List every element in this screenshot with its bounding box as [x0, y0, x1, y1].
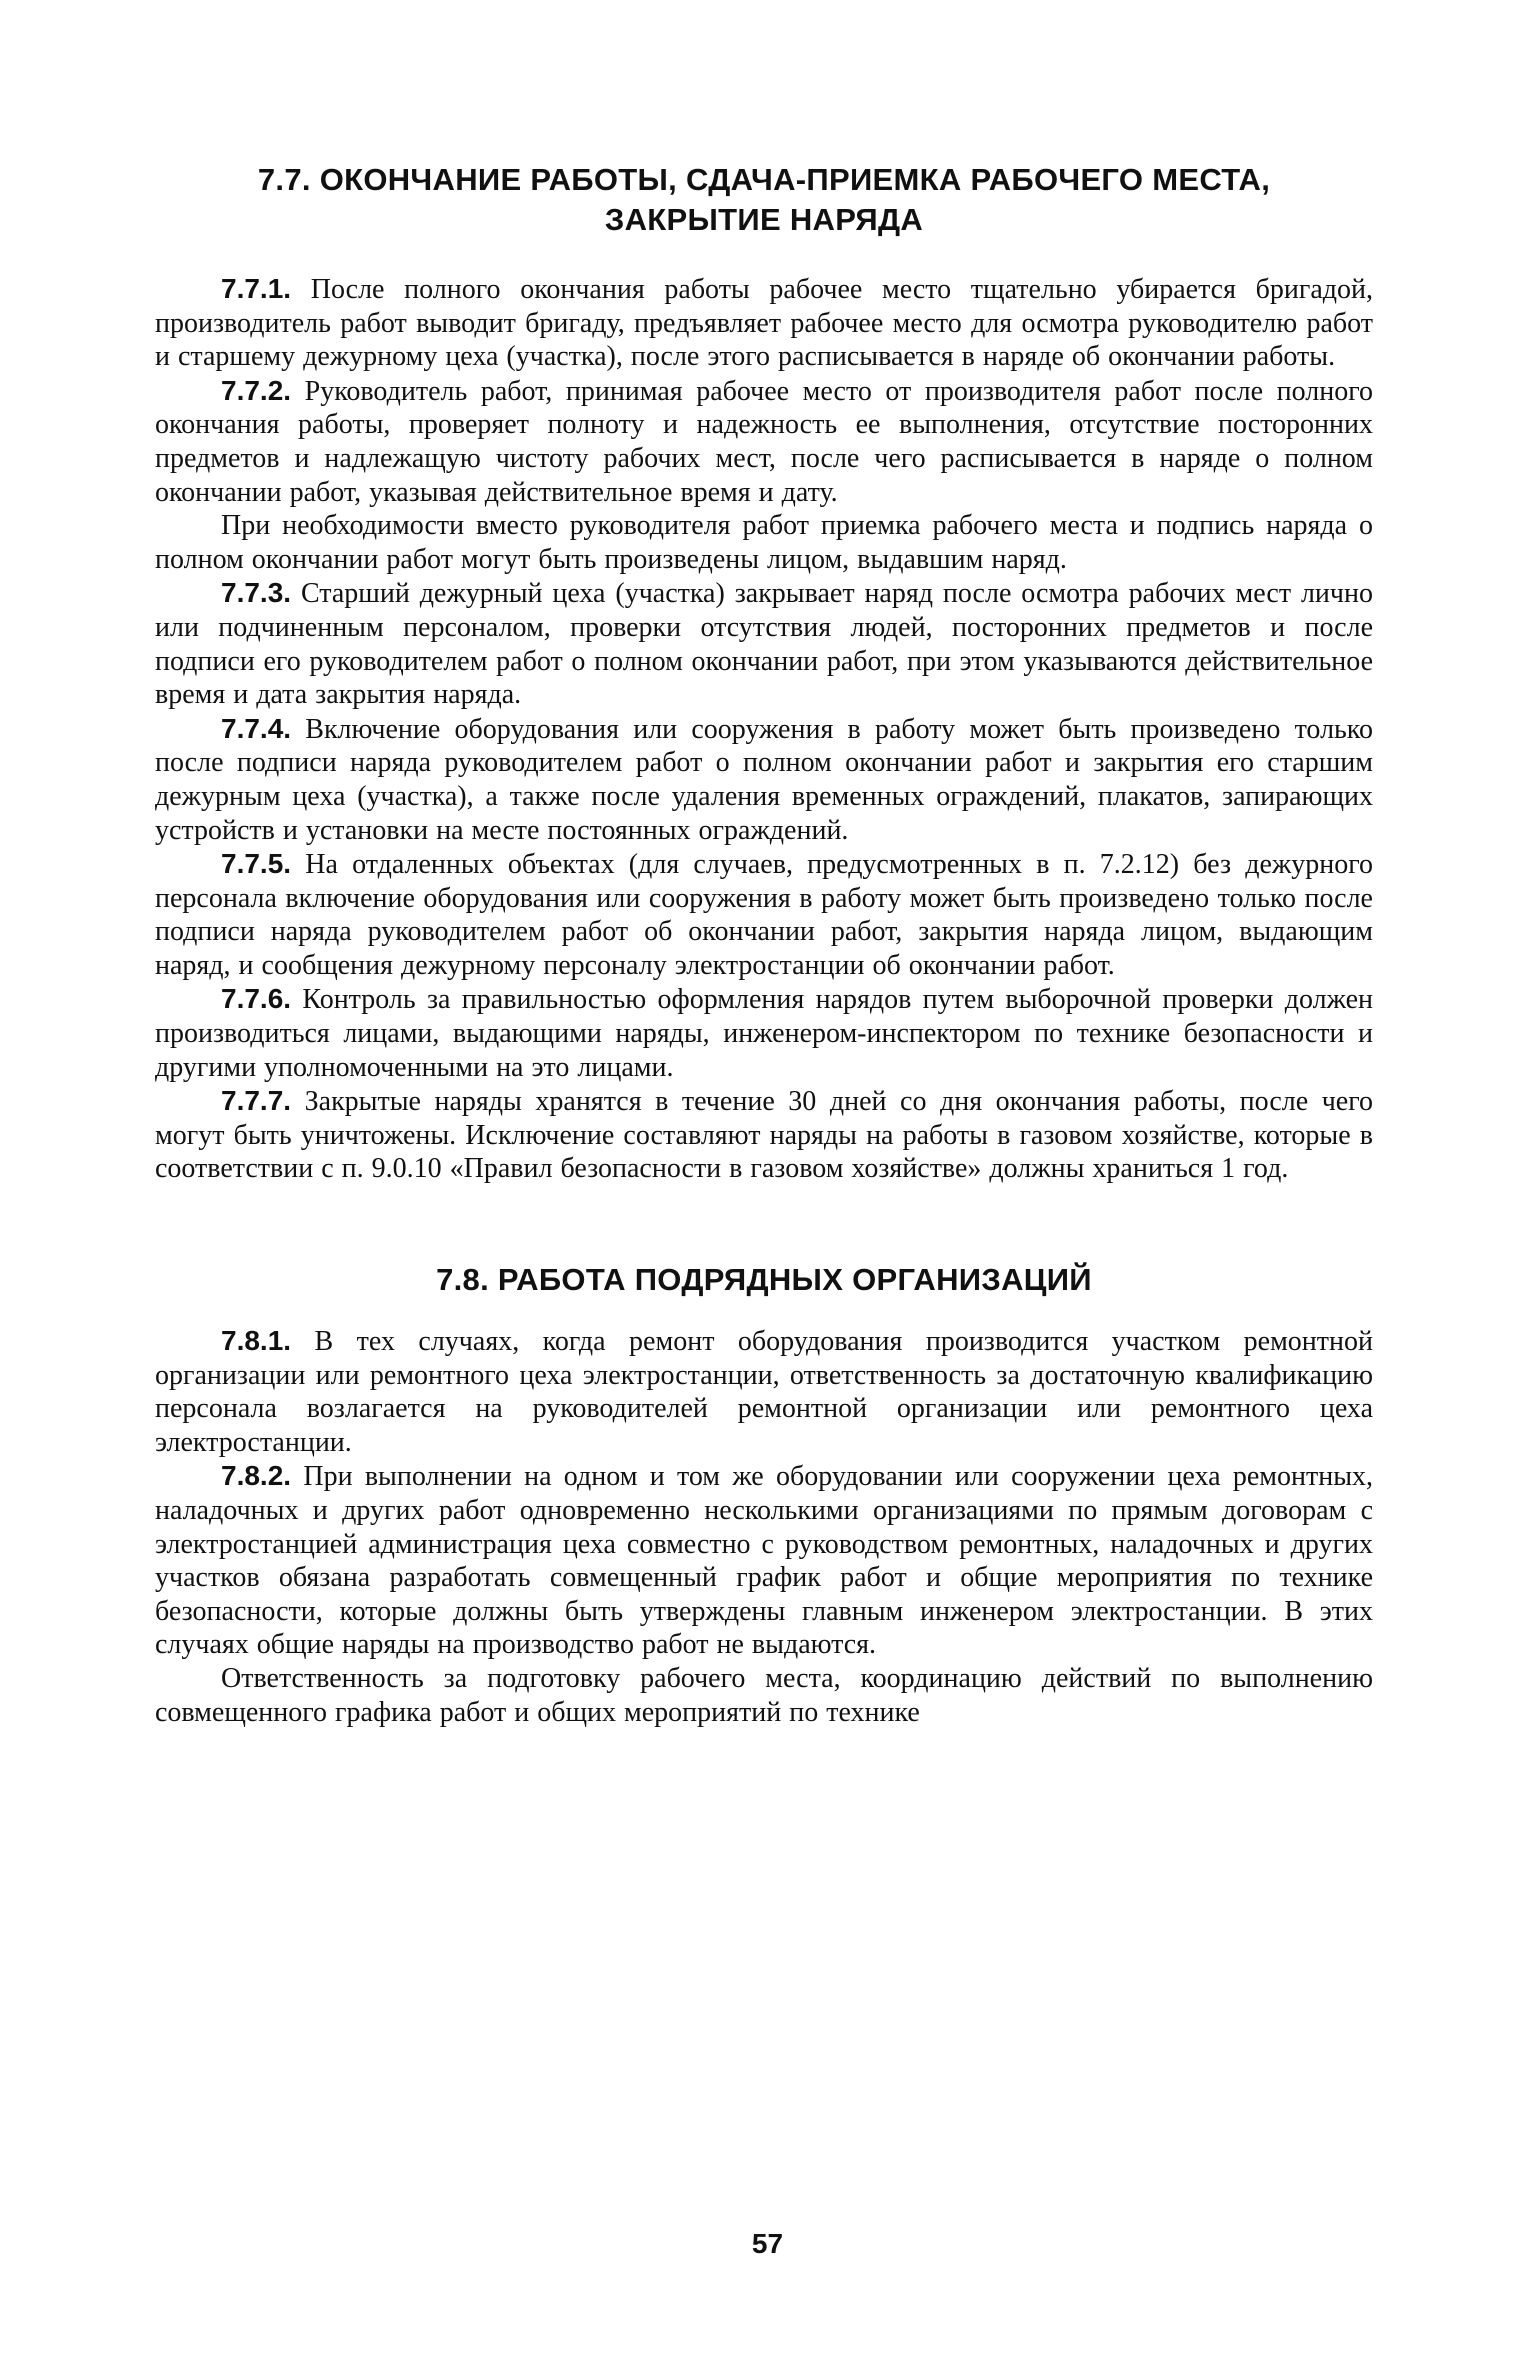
paragraph-7-7-2: [155, 374, 1373, 509]
paragraph-7-7-4: [155, 712, 1373, 847]
paragraph-text: На отдаленных объектах (для случаев, предусмотренных в п. 7.2.12) без дежурного персонала включение оборудования или сооружения в работу может быть произведено только после подписи наряда руководителем работ об окончании работ, закрытия наряда лицом, выдающим наряд, и сообщения дежурному персоналу электростанции об окончании работ.: [155, 849, 1373, 981]
paragraph-text: Старший дежурный цеха (участка) закрывает наряд после осмотра рабочих мест лично или подчиненным персоналом, проверки отсутствия людей, посторонних предметов и после подписи его руководителем работ о полном окончании работ, при этом указываются действительное время и дата закрытия наряда.: [155, 578, 1373, 711]
section-7-8-body: [155, 1324, 1373, 1729]
paragraph-7-7-3: [155, 576, 1373, 711]
clause-number: 7.7.6.: [221, 983, 292, 1015]
clause-number: 7.7.3.: [221, 577, 292, 609]
paragraph-7-7-6: [155, 982, 1373, 1084]
paragraph-7-7-1: [155, 272, 1373, 374]
section-7-8-title: 7.8. РАБОТА ПОДРЯДНЫХ ОРГАНИЗАЦИЙ: [436, 1262, 1092, 1298]
clause-number: 7.8.2.: [221, 1460, 292, 1492]
clause-number: 7.7.4.: [221, 712, 292, 744]
section-7-7-title: [155, 160, 1373, 240]
paragraph-text: Ответственность за подготовку рабочего места, координацию действий по выполнению совмещенного графика работ и общих мероприятий по технике: [155, 1662, 1373, 1728]
paragraph-text: Контроль за правильностью оформления нарядов путем выборочной проверки должен производиться лицами, выдающими наряды, инженером-инспектором по технике безопасности и другими уполномоченными на это лицами.: [155, 984, 1373, 1083]
clause-number: 7.8.1.: [221, 1325, 292, 1357]
paragraph-7-8-2: [155, 1459, 1373, 1662]
paragraph-text: При выполнении на одном и том же оборудовании или сооружении цеха ремонтных, наладочных и других работ одновременно несколькими организациями по прямым договорам с электростанцией администрация цеха совместно с руководством ремонтных, наладочных и других участков обязана разработать совмещенный график работ и общие мероприятия по технике безопасности, которые должны быть утверждены главным инженером электростанции. В этих случаях общие наряды на производство работ не выдаются.: [155, 1461, 1373, 1661]
paragraph-text: После полного окончания работы рабочее место тщательно убирается бригадой, производитель работ выводит бригаду, предъявляет рабочее место для осмотра руководителю работ и старшему дежурному цеха (участка), после этого расписывается в наряде об окончании работы.: [155, 274, 1373, 373]
paragraph-7-7-2-addendum: [155, 509, 1373, 576]
clause-number: 7.7.7.: [221, 1085, 292, 1117]
paragraph-7-7-7: [155, 1084, 1373, 1186]
document-page: [155, 160, 1373, 1729]
paragraph-text: Руководитель работ, принимая рабочее место от производителя работ после полного окончания работы, проверяет полноту и надежность ее выполнения, отсутствие посторонних предметов и надлежащую чистоту рабочих мест, после чего расписывается в наряде о полном окончании работ, указывая действительное время и дату.: [155, 375, 1373, 508]
page-number: 57: [751, 2228, 784, 2259]
section-7-7-body: [155, 272, 1373, 1186]
section-7-7-title-line1: 7.7. ОКОНЧАНИЕ РАБОТЫ, СДАЧА-ПРИЕМКА РАБОЧЕГО МЕСТА,: [257, 162, 1271, 197]
clause-number: 7.7.5.: [221, 848, 292, 880]
paragraph-text: При необходимости вместо руководителя работ приемка рабочего места и подпись наряда о полном окончании работ могут быть произведены лицом, выдавшим наряд.: [155, 510, 1373, 575]
clause-number: 7.7.2.: [221, 374, 292, 406]
paragraph-text: Включение оборудования или сооружения в работу может быть произведено только после подписи наряда руководителем работ о полном окончании работ и закрытия его старшим дежурным цеха (участка), а также после удаления временных ограждений, плакатов, запирающих устройств и установки на месте постоянных ограждений.: [155, 713, 1373, 846]
section-7-7-title-line2: ЗАКРЫТИЕ НАРЯДА: [604, 202, 924, 237]
paragraph-text: Закрытые наряды хранятся в течение 30 дней со дня окончания работы, после чего могут быть уничтожены. Исключение составляют наряды на работы в газовом хозяйстве, которые в соответствии с п. 9.0.10 «Правил безопасности в газовом хозяйстве» должны храниться 1 год.: [155, 1086, 1373, 1185]
paragraph-7-7-5: [155, 847, 1373, 982]
paragraph-text: В тех случаях, когда ремонт оборудования производится участком ремонтной организации или ремонтного цеха электростанции, ответственность за достаточную квалификацию персонала возлагается на руководителей ремонтной организации или ремонтного цеха электростанции.: [155, 1326, 1373, 1458]
paragraph-7-8-1: [155, 1324, 1373, 1459]
paragraph-7-8-2-addendum: [155, 1662, 1373, 1729]
clause-number: 7.7.1.: [221, 273, 292, 304]
